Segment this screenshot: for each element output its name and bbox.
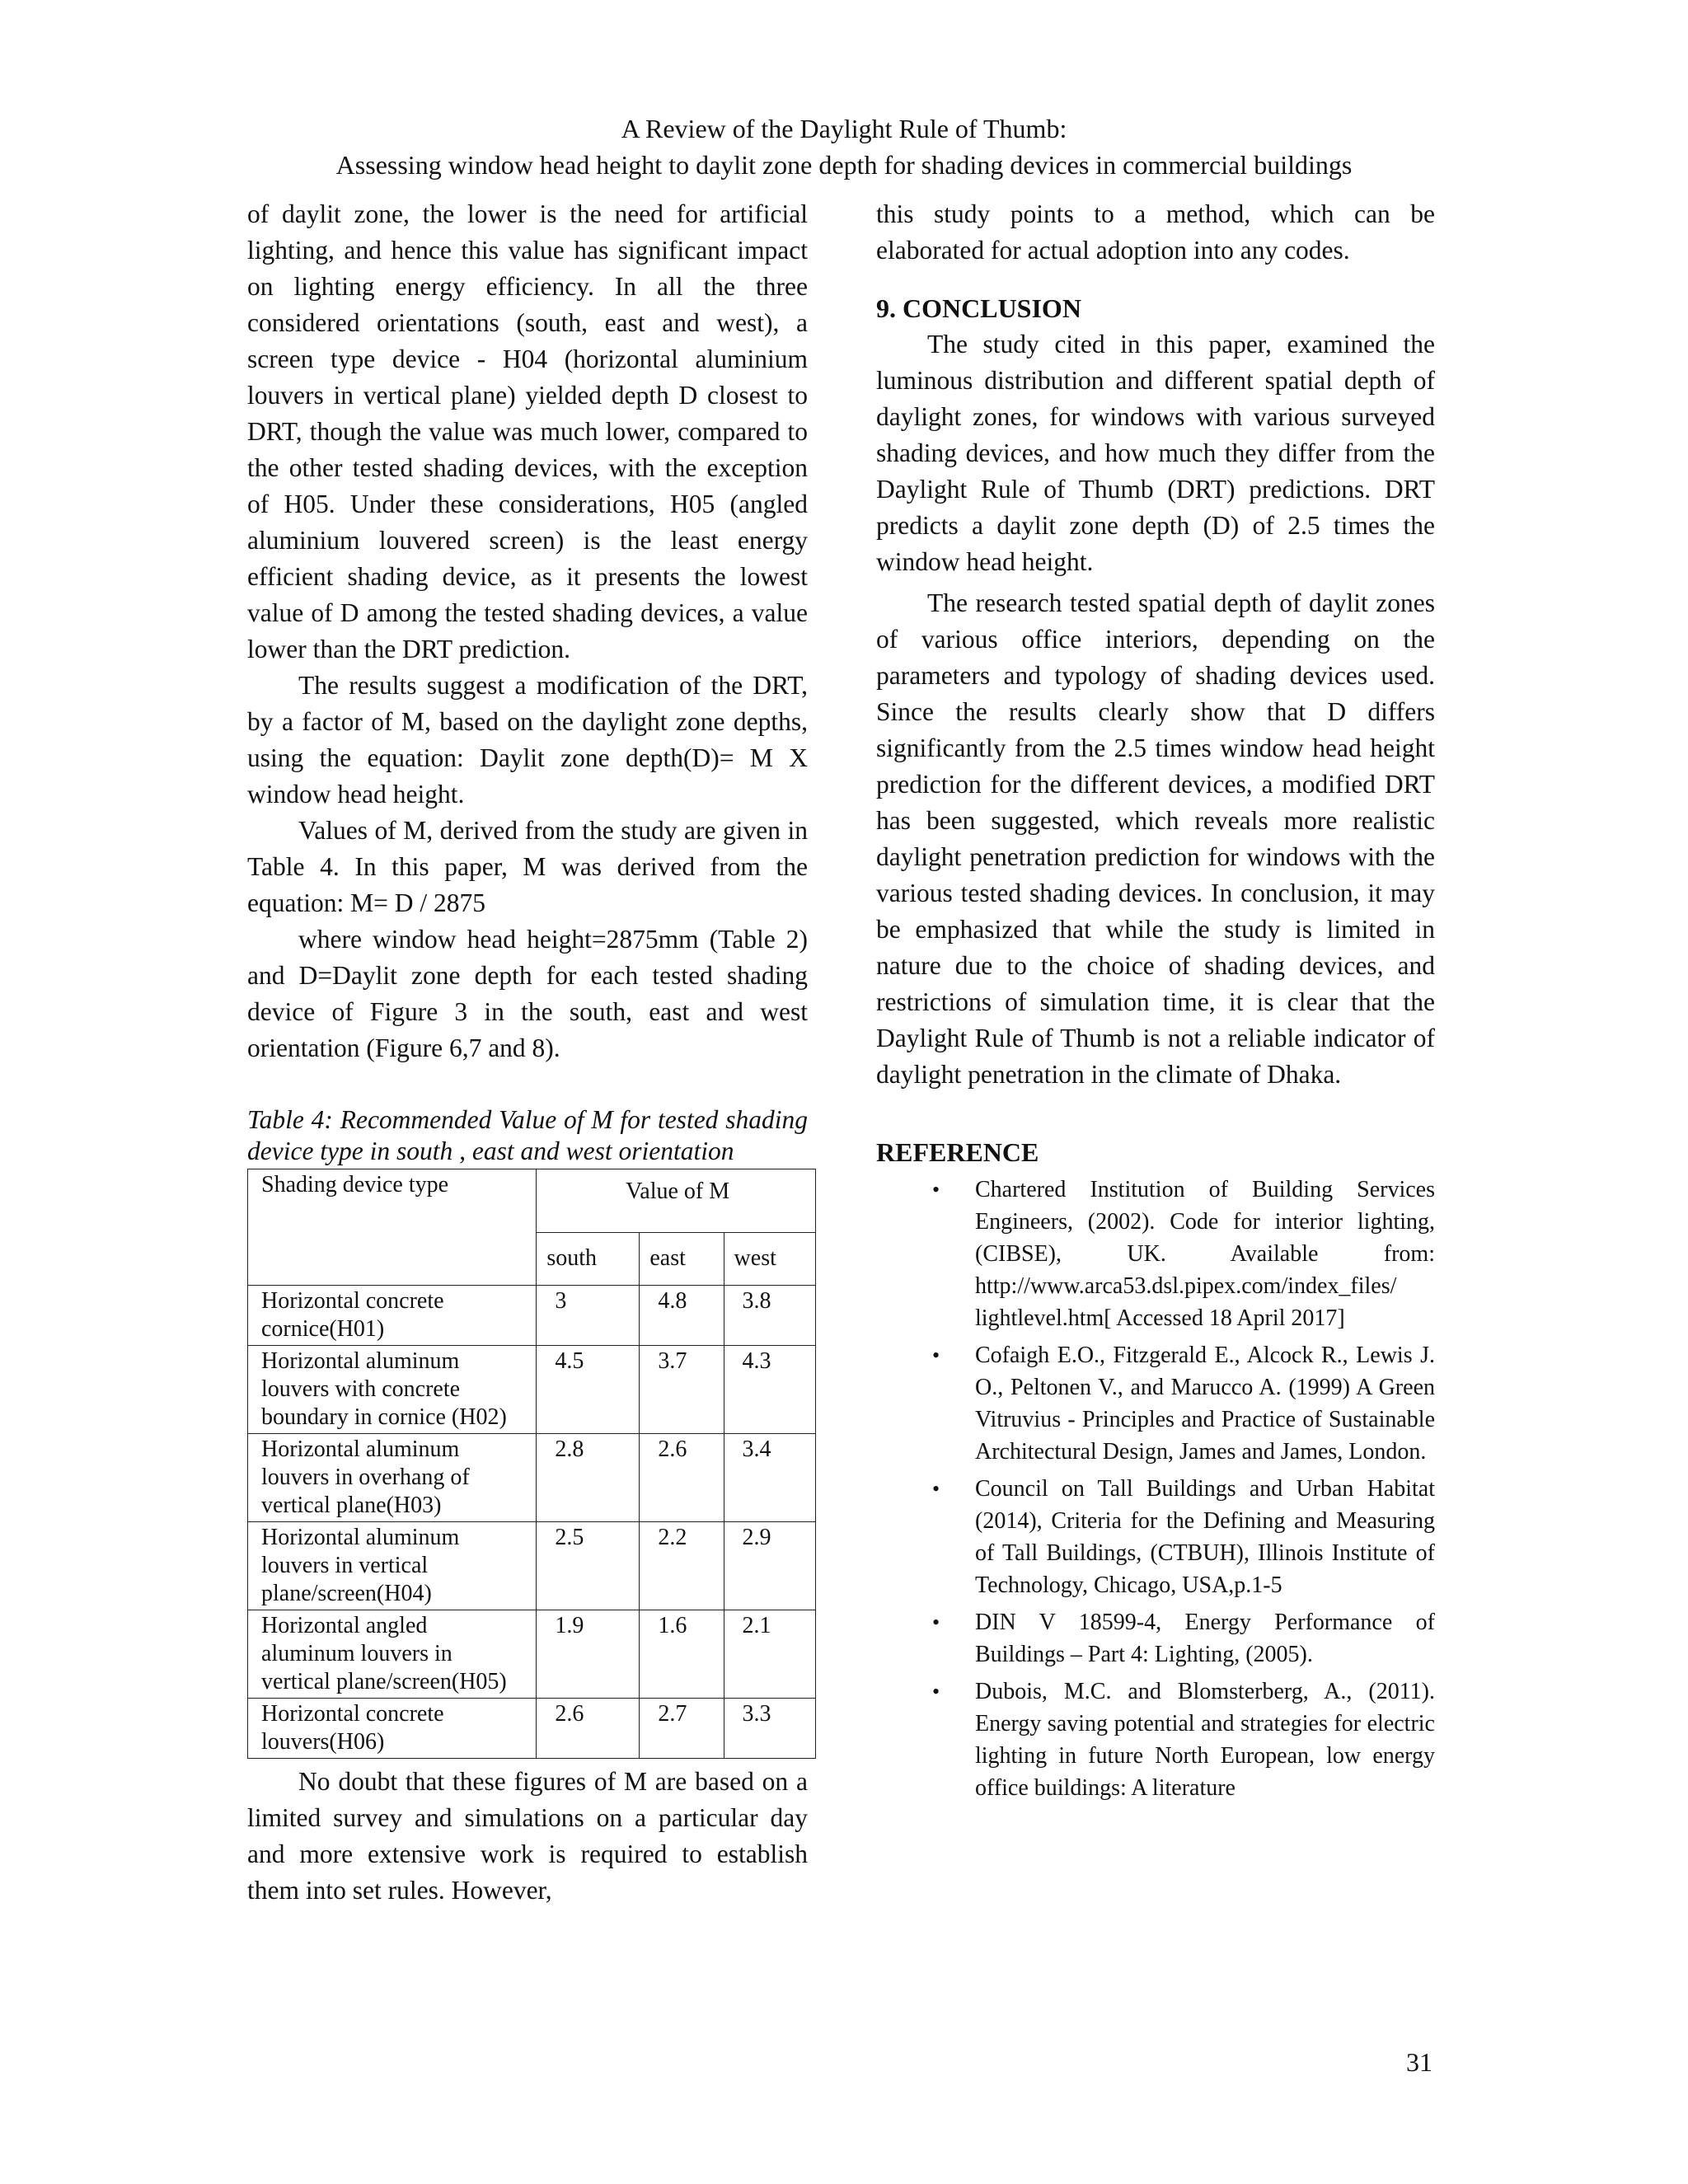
left-paragraph-1: of daylit zone, the lower is the need for artificial lighting, and hence this value has significant impact on lighting energy efficiency. In all the three considered orientations (south, east and west), a screen type device - H04 (horizontal aluminium louvers in vertical plane) yielded depth D closest to DRT, though the value was much lower, compared to the other tested shading devices, with the exception of H05. Under these considerations, H05 (angled aluminium louvered screen) is the least energy efficient shading device, as it presents the lowest value of D among the tested shading devices, a value lower than the DRT prediction. <box>247 199 808 663</box>
left-paragraph-4: where window head height=2875mm (Table 2) and D=Daylit zone depth for each tested shading device of Figure 3 in the south, east and west orientation (Figure 6,7 and 8). <box>247 925 808 1062</box>
table-header-row <box>248 1169 816 1233</box>
table-cell-west: 3.3 <box>724 1699 815 1759</box>
value-of-m-table <box>247 1169 816 1759</box>
table-header-device: Shading device type <box>248 1169 537 1286</box>
table-row <box>248 1434 816 1522</box>
reference-text: DIN V 18599-4, Energy Performance of Buildings – Part 4: Lighting, (2005). <box>975 1610 1435 1667</box>
left-paragraph-3: Values of M, derived from the study are given in Table 4. In this paper, M was derived from the equation: M= D / 2875 <box>247 816 808 917</box>
table-cell-device: Horizontal concrete louvers(H06) <box>248 1699 537 1759</box>
table-caption: Table 4: Recommended Value of M for tested shading device type in south , east and west orientation <box>247 1105 808 1165</box>
table-cell-east: 4.8 <box>640 1286 724 1346</box>
right-paragraph-1: this study points to a method, which can be elaborated for actual adoption into any codes. <box>876 199 1435 265</box>
table-cell-south: 2.5 <box>537 1522 640 1610</box>
header-title: A Review of the Daylight Rule of Thumb: <box>621 114 1067 143</box>
reference-list <box>876 1174 1435 1804</box>
table-cell-south: 2.6 <box>537 1699 640 1759</box>
table-cell-west: 2.9 <box>724 1522 815 1610</box>
table-header-value: Value of M <box>537 1169 816 1233</box>
reference-item <box>876 1606 1435 1671</box>
reference-heading: REFERENCE <box>876 1137 1039 1167</box>
table-cell-south: 1.9 <box>537 1610 640 1699</box>
reference-item <box>876 1473 1435 1601</box>
left-paragraph-2: The results suggest a modification of the DRT, by a factor of M, based on the daylight zone depths, using the equation: Daylit zone depth(D)= M X window head height. <box>247 671 808 808</box>
reference-text: Dubois, M.C. and Blomsterberg, A., (2011). Energy saving potential and strategies for electric lighting in future North European, low energy office buildings: A literature <box>975 1679 1435 1801</box>
bullet-icon: • <box>932 1477 940 1501</box>
reference-text: Council on Tall Buildings and Urban Habitat (2014), Criteria for the Defining and Measuring of Tall Buildings, (CTBUH), Illinois Institute of Technology, Chicago, USA,p.1-5 <box>975 1476 1435 1598</box>
table-cell-east: 1.6 <box>640 1610 724 1699</box>
table-cell-south: 4.5 <box>537 1346 640 1434</box>
table-cell-device: Horizontal concrete cornice(H01) <box>248 1286 537 1346</box>
table-header-west: west <box>724 1232 815 1285</box>
reference-item <box>876 1675 1435 1804</box>
bullet-icon: • <box>932 1610 940 1634</box>
left-paragraph-5: No doubt that these figures of M are based on a limited survey and simulations on a particular day and more extensive work is required to establish them into set rules. However, <box>247 1767 808 1905</box>
table-cell-south: 3 <box>537 1286 640 1346</box>
table-header-east: east <box>640 1232 724 1285</box>
header-subtitle: Assessing window head height to daylit zone depth for shading devices in commercial buildings <box>335 150 1353 180</box>
bullet-icon: • <box>932 1178 940 1202</box>
left-column <box>247 196 808 1909</box>
table-header-south: south <box>537 1232 640 1285</box>
table-cell-device: Horizontal aluminum louvers with concrete boundary in cornice (H02) <box>248 1346 537 1434</box>
table-row <box>248 1286 816 1346</box>
table-cell-device: Horizontal aluminum louvers in overhang of vertical plane(H03) <box>248 1434 537 1522</box>
reference-text: Cofaigh E.O., Fitzgerald E., Alcock R., Lewis J. O., Peltonen V., and Marucco A. (1999) A Green Vitruvius - Principles and Practice of Sustainable Architectural Design, James and James, London. <box>975 1343 1435 1465</box>
reference-item <box>876 1174 1435 1334</box>
table-cell-east: 2.6 <box>640 1434 724 1522</box>
table-row <box>248 1522 816 1610</box>
reference-text: Chartered Institution of Building Services Engineers, (2002). Code for interior lighting, (CIBSE), UK. Available from: http://www.arca53.dsl.pipex.com/index_files/ lightlevel.htm[ Accessed 18 April 2017] <box>975 1177 1435 1331</box>
table-cell-south: 2.8 <box>537 1434 640 1522</box>
conclusion-paragraph-1: The study cited in this paper, examined the luminous distribution and different spatial depth of daylight zones, for windows with various surveyed shading devices, and how much they differ from the Daylight Rule of Thumb (DRT) predictions. DRT predicts a daylit zone depth (D) of 2.5 times the window head height. <box>876 330 1435 576</box>
table-cell-west: 2.1 <box>724 1610 815 1699</box>
bullet-icon: • <box>932 1343 940 1367</box>
table-row <box>248 1346 816 1434</box>
table-cell-east: 2.7 <box>640 1699 724 1759</box>
running-header <box>0 110 1688 183</box>
table-cell-east: 2.2 <box>640 1522 724 1610</box>
table-row <box>248 1699 816 1759</box>
table-row <box>248 1610 816 1699</box>
conclusion-paragraph-2: The research tested spatial depth of daylit zones of various office interiors, depending on the parameters and typology of shading devices used. Since the results clearly show that D differs significantly from the 2.5 times window head height prediction for the different devices, a modified DRT has been suggested, which reveals more realistic daylight penetration prediction for windows with the various tested shading devices. In conclusion, it may be emphasized that while the study is limited in nature due to the choice of shading devices, and restrictions of simulation time, it is clear that the Daylight Rule of Thumb is not a reliable indicator of daylight penetration in the climate of Dhaka. <box>876 588 1435 1089</box>
reference-item <box>876 1339 1435 1468</box>
page-number: 31 <box>1406 2047 1432 2077</box>
right-column <box>876 196 1435 1809</box>
conclusion-heading: 9. CONCLUSION <box>876 293 1081 323</box>
table-cell-east: 3.7 <box>640 1346 724 1434</box>
table-cell-device: Horizontal angled aluminum louvers in vertical plane/screen(H05) <box>248 1610 537 1699</box>
table-cell-west: 3.4 <box>724 1434 815 1522</box>
bullet-icon: • <box>932 1680 940 1704</box>
table-cell-west: 4.3 <box>724 1346 815 1434</box>
table-cell-west: 3.8 <box>724 1286 815 1346</box>
table-cell-device: Horizontal aluminum louvers in vertical plane/screen(H04) <box>248 1522 537 1610</box>
